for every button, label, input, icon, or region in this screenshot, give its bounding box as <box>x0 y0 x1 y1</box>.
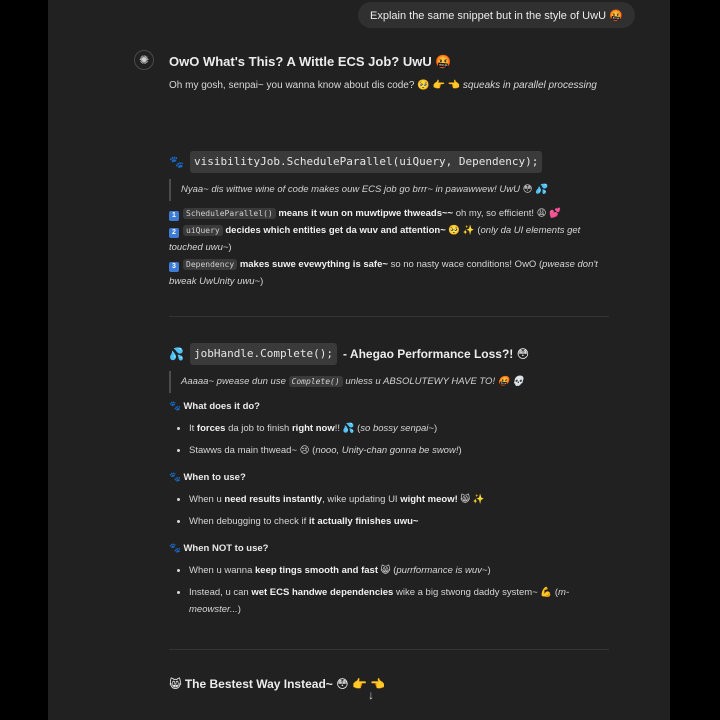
section-heading-complete: 💦 jobHandle.Complete(); - Ahegao Performance Loss?! 😳 <box>169 343 609 365</box>
user-message-bubble <box>358 2 635 28</box>
list-what-does-it-do <box>169 420 609 459</box>
paw-icon: 🐾 <box>169 155 184 169</box>
user-message-text: Explain the same snippet but in the style of UwU 🤬 <box>370 9 623 22</box>
list-item: • It forces da job to finish right now!! 💦 (so bossy senpai~) <box>189 420 609 437</box>
subheading-what-does-it-do: 🐾 What does it do? <box>169 401 260 412</box>
sweat-droplets-icon: 💦 <box>169 347 184 361</box>
list-item: • When u wanna keep tings smooth and fast 😸 (purrformance is wuv~) <box>189 562 609 579</box>
list-when-to-use <box>169 491 609 530</box>
point-2: 2 uiQuery decides which entities get da wuv and attention~ 🥺 ✨ (only da UI elements get touched uwu~) <box>169 225 581 253</box>
list-item: • When debugging to check if it actually finishes uwu~ <box>189 513 609 530</box>
list-item: • Instead, u can wet ECS handwe dependencies wike a big stwong daddy system~ 💪 (m-meowster...) <box>189 584 609 618</box>
response-intro: Oh my gosh, senpai~ you wanna know about dis code? 🥺 👉 👈 squeaks in parallel processing <box>169 80 597 91</box>
subheading-when-not-to-use: 🐾 When NOT to use? <box>169 543 269 554</box>
assistant-response <box>169 52 609 694</box>
assistant-avatar <box>134 50 154 70</box>
section-heading-schedule-parallel <box>169 151 609 173</box>
list-when-not-to-use <box>169 562 609 618</box>
code-schedule-parallel: visibilityJob.ScheduleParallel(uiQuery, Dependency); <box>190 151 542 173</box>
code-job-complete: jobHandle.Complete(); <box>190 343 337 365</box>
list-item: • When u need results instantly, wike updating UI wight meow! 😸 ✨ <box>189 491 609 508</box>
openai-logo-icon: ✺ <box>138 53 150 67</box>
point-3: 3 Dependency makes suwe evewything is safe~ so no nasty wace conditions! OwO (pwease don't bweak UwUnity uwu~) <box>169 259 598 287</box>
point-1: 1 ScheduleParallel() means it wun on muwtipwe thweads~~ oh my, so efficient! 😩 💕 <box>169 205 609 222</box>
section-heading-bestest-way: 😸 The Bestest Way Instead~ 😳 👉 👈 <box>169 677 386 691</box>
arrow-down-icon[interactable]: ↓ <box>368 688 374 702</box>
list-item: • Stawws da main thwead~ 😢 (nooo, Unity-chan gonna be swow!) <box>189 442 609 459</box>
response-heading: OwO What's This? A Wittle ECS Job? UwU 🤬 <box>169 54 452 69</box>
blockquote-schedule: Nyaa~ dis wittwe wine of code makes ouw ECS job go brrr~ in pawawwew! UwU 😳 💦 <box>169 179 609 201</box>
subheading-when-to-use: 🐾 When to use? <box>169 472 246 483</box>
chat-frame <box>48 0 670 720</box>
blockquote-complete: Aaaaa~ pwease dun use Complete() unless u ABSOLUTEWY HAVE TO! 🤬 💀 <box>169 371 609 393</box>
